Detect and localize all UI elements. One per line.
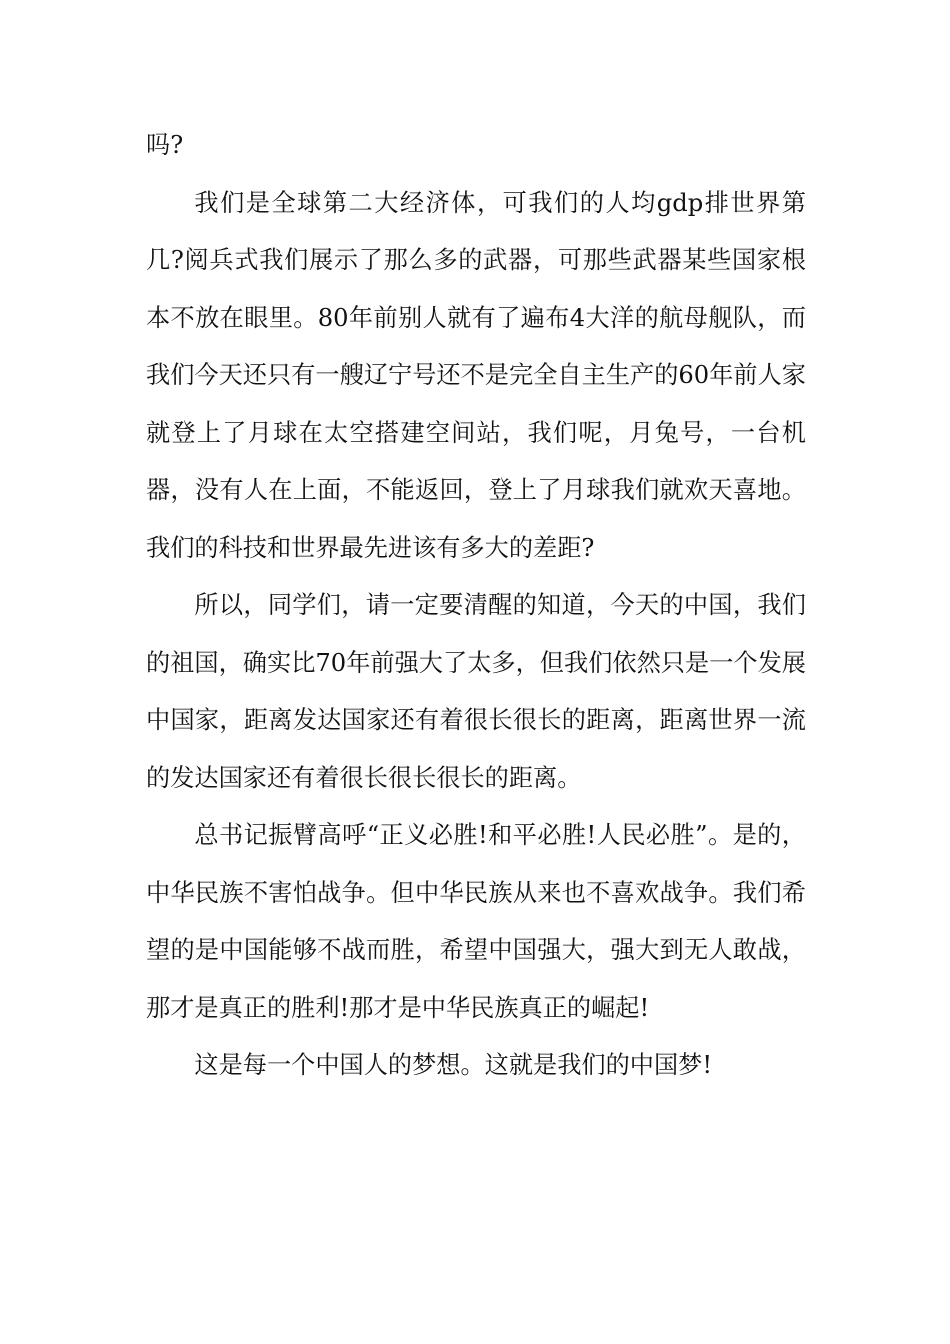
paragraph-victory: 总书记振臂高呼“正义必胜!和平必胜!人民必胜”。是的，中华民族不害怕战争。但中华民族从来也不喜欢战争。我们希望的是中国能够不战而胜，希望中国强大，强大到无人敢战，那才是真正的胜利!那才是中华民族真正的崛起! [146, 821, 806, 1022]
paragraph-development: 所以，同学们，请一定要清醒的知道，今天的中国，我们的祖国，确实比70年前强大了太多，但我们依然只是一个发展中国家，距离发达国家还有着很长很长的距离，距离世界一流的发达国家还有着很长很长很长的距离。 [146, 591, 806, 792]
paragraph-china-dream: 这是每一个中国人的梦想。这就是我们的中国梦! [194, 1051, 713, 1079]
paragraph-continuation: 吗? [146, 131, 184, 159]
document-body [146, 117, 806, 1095]
paragraph-economy: 我们是全球第二大经济体，可我们的人均gdp排世界第几?阅兵式我们展示了那么多的武器，可那些武器某些国家根本不放在眼里。80年前别人就有了遍布4大洋的航母舰队，而我们今天还只有一艘辽宁号还不是完全自主生产的60年前人家就登上了月球在太空搭建空间站，我们呢，月兔号，一台机器，没有人在上面，不能返回，登上了月球我们就欢天喜地。我们的科技和世界最先进该有多大的差距? [146, 188, 806, 562]
